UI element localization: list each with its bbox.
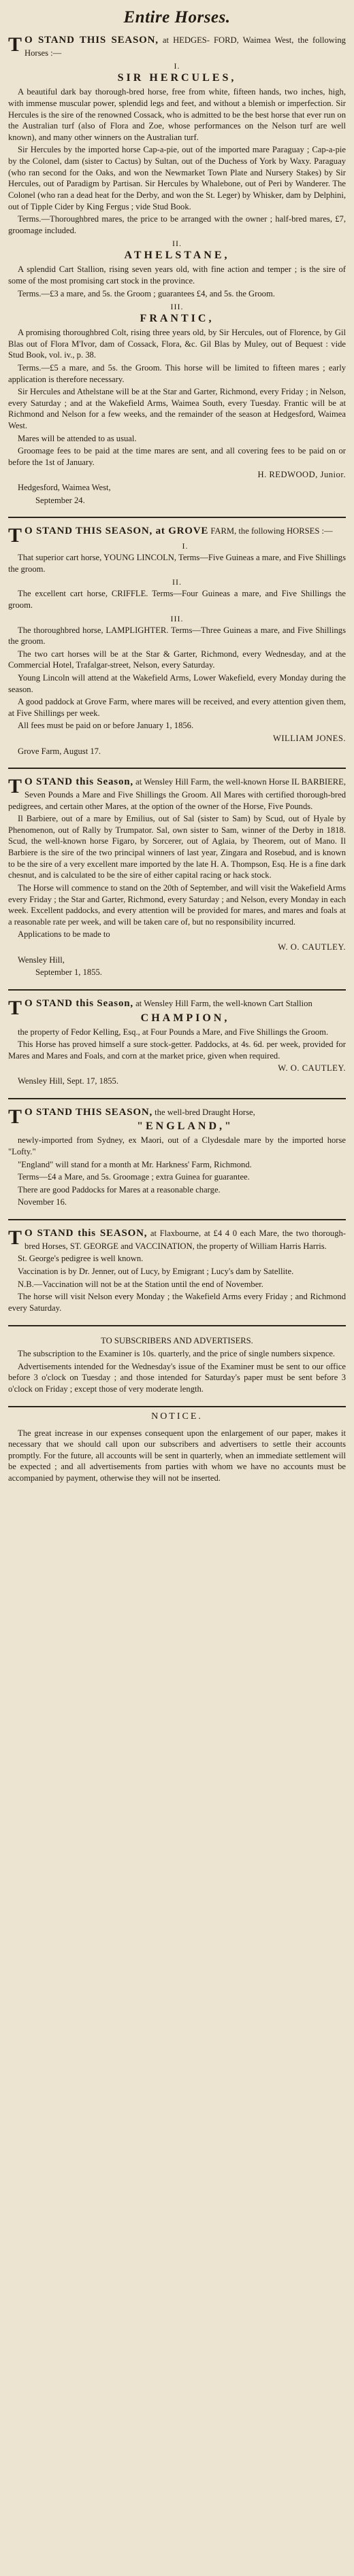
ad-lead: [8, 1227, 346, 1252]
ad-paragraph: Il Barbiere, out of a mare by Emilius, out of Sal (sister to Sam) by Scud, out of Hyale by Phenomenon, out of Rally by Trumpator. Sal, own sister to Sam, winner of the Derby in 1818. Scud, the well-known horse Figaro, by Sorcerer, out of Aglaia, by Theorem, out of Mano. Il Barbiere is the sire of the two principal winners of last year, Zingara and Rosebud, and is known to be the sire of a very excellent mare imported by the late H. A. Thompson, Esq. He is a fine dark chesnut, and is calculated to be the sire of either capital racing or hack stock.: [8, 814, 346, 880]
ad-lead: [8, 1335, 346, 1347]
ad-paragraph: Terms—£4 a Mare, and 5s. Groomage ; extra Guinea for guarantee.: [18, 1172, 250, 1182]
ad-paragraph: A beautiful dark bay thorough-bred horse, free from white, fifteen hands, two inches, high, with immense muscular power, splendid legs and feet, and without a blemish or imperfection. Sir Hercules is the sire of the renowned Cossack, who is admitted to be the best horse that ever run on the Australian turf (also of Flora and Zoe, whose performances on the Nelson turf are well known), and many other winners on the Australian turf.: [8, 87, 346, 142]
advertisement-grove: [8, 522, 346, 763]
ad-paragraph: There are good Paddocks for Mares at a reasonable charge.: [18, 1184, 221, 1195]
ad-place-date: September 1, 1855.: [35, 967, 102, 978]
ad-paragraph: St. George's pedigree is well known.: [18, 1254, 144, 1264]
ad-place-date: Grove Farm, August 17.: [18, 746, 101, 756]
ad-lead: [8, 776, 346, 812]
ad-lead-text: the well-bred Draught Horse,: [152, 1107, 255, 1117]
ad-paragraph: A splendid Cart Stallion, rising seven years old, with fine action and temper ; is the sire of some of the most promising cart stock in the province.: [8, 264, 346, 286]
ad-place-date: Wensley Hill, Sept. 17, 1855.: [18, 1076, 119, 1086]
ad-headline: O STAND THIS SEASON, at GROVE: [25, 526, 209, 537]
notice-title: NOTICE.: [151, 1411, 203, 1422]
divider: [8, 1406, 346, 1407]
ad-paragraph: All fees must be paid on or before January 1, 1856.: [18, 721, 194, 731]
ad-paragraph: Advertisements intended for the Wednesday's issue of the Examiner must be sent to our office before 3 o'clock on Tuesday ; and those intended for Saturday's paper must be sent before 3 o'clock on Friday ; except those of very moderate length.: [8, 1361, 346, 1394]
drop-cap: T: [8, 1226, 22, 1250]
ad-lead-text: at Flaxbourne, at £4 4 0 each Mare, the two thorough-bred Horses, ST. GEORGE and VACCINATION, the property of William Harris Harris.: [25, 1229, 346, 1251]
ad-paragraph: Terms.—Thoroughbred mares, the price to be arranged with the owner ; half-bred mares, £7, groomage included.: [8, 214, 346, 235]
section-numeral: I.: [174, 61, 180, 71]
horse-name: ATHELSTANE,: [124, 250, 230, 262]
ad-paragraph: A good paddock at Grove Farm, where mares will be received, and every attention given them, at Five Shillings per week.: [8, 697, 346, 718]
ad-paragraph: Terms.—£3 a mare, and 5s. the Groom ; guarantees £4, and 5s. the Groom.: [18, 288, 275, 298]
section-heading: Entire Horses.: [123, 8, 231, 27]
ad-paragraph: The two cart horses will be at the Star & Garter, Richmond, every Wednesday, and at the Commercial Hotel, Trafalgar-street, Nelson, every Saturday.: [8, 649, 346, 670]
horse-name: CHAMPION,: [140, 1012, 230, 1024]
ad-paragraph: Terms.—£5 a mare, and 5s. the Groom. This horse will be limited to fifteen mares ; early application is therefore necessary.: [8, 362, 346, 384]
notice-paragraph: The great increase in our expenses consequent upon the enlargement of our paper, makes it necessary that we should call upon our subscribers and advertisers to settle their accounts promptly. For the future, all accounts will be sent in quarterly, when an immediate settlement will be expected ; and all advertisements from parties with whom we have no accounts must be accompanied by payment, otherwise they will not be inserted.: [8, 1428, 346, 1483]
advertisement-subscribers: [8, 1330, 346, 1402]
advertisement-wensley-champion: [8, 995, 346, 1094]
ad-place-date: Wensley Hill,: [18, 955, 65, 965]
horse-name: "ENGLAND,": [137, 1120, 234, 1133]
notice-body: [8, 1425, 346, 1491]
ad-signature: WILLIAM JONES.: [272, 734, 346, 744]
ad-paragraph: The excellent cart horse, CRIFFLE. Terms—Four Guineas a mare, and Five Shillings the groom.: [8, 589, 346, 610]
divider: [8, 517, 346, 518]
ad-paragraph: Groomage fees to be paid at the time mares are sent, and all covering fees to be paid on or before the 1st of January.: [8, 446, 346, 467]
ad-paragraph: Mares will be attended to as usual.: [18, 433, 137, 443]
ad-paragraph: "England" will stand for a month at Mr. Harkness' Farm, Richmond.: [18, 1159, 252, 1169]
divider: [8, 768, 346, 769]
ad-paragraph: The thoroughbred horse, LAMPLIGHTER. Terms—Three Guineas a mare, and Five Shillings the groom.: [8, 625, 346, 647]
ad-place-date: November 16.: [18, 1197, 67, 1207]
section-numeral: II.: [172, 577, 182, 587]
ad-headline: O STAND this Season,: [25, 776, 133, 788]
advertisement-hedgesford: [8, 31, 346, 513]
advertisement-flaxbourne: [8, 1224, 346, 1320]
ad-paragraph: That superior cart horse, YOUNG LINCOLN, Terms—Five Guineas a mare, and Five Shillings the groom.: [8, 553, 346, 574]
drop-cap: T: [8, 33, 22, 56]
divider: [8, 1325, 346, 1326]
divider: [8, 1219, 346, 1220]
ad-lead: [8, 524, 346, 547]
ad-lead-text: at Wensley Hill Farm, the well-known Cart Stallion: [133, 998, 312, 1008]
ad-paragraph: A promising thoroughbred Colt, rising three years old, by Sir Hercules, out of Florence, by Gil Blas out of Flora M'Ivor, dam of Cossack, Flora, &c. Gil Blas by Muley, out of Bequest : vide Stud Book, vol. iv., p. 38.: [8, 328, 346, 360]
ad-paragraph: Sir Hercules by the imported horse Cap-a-pie, out of the imported mare Paraguay ; Cap-a-pie by the Colonel, dam (sister to Cactus) by Sultan, out of the Duchess of York by Waxy. Paraguay (who ran second for the Oaks, and won the Newmarket Town Plate and Nursery Stakes) by Sir Hercules, out of Paradigm by Partisan. Sir Hercules by Whalebone, out of Peri by Wanderer. The Colonel (who ran a dead heat for the Derby, and won the St. Leger) by Whisker, dam by Delphini, out of Tipple Cider by King Fergus ; vide Stud Book.: [8, 145, 346, 211]
advertisement-wensley-barbiere: [8, 773, 346, 985]
ad-headline: TO SUBSCRIBERS AND ADVERTISERS.: [101, 1335, 253, 1345]
ad-lead: [8, 34, 346, 58]
divider: [8, 989, 346, 991]
newspaper-column: [8, 0, 346, 1507]
section-numeral: II.: [172, 239, 182, 249]
advertisements: [8, 31, 346, 1402]
drop-cap: T: [8, 996, 22, 1019]
ad-paragraph: The horse will visit Nelson every Monday ; the Wakefield Arms every Friday ; and Richmond every Saturday.: [8, 1292, 346, 1313]
ad-signature: W. O. CAUTLEY.: [278, 1063, 346, 1074]
ad-paragraph: Vaccination is by Dr. Jenner, out of Lucy, by Emigrant ; Lucy's dam by Satellite.: [18, 1267, 294, 1277]
horse-name: FRANTIC,: [140, 313, 214, 325]
ad-headline: O STAND this Season,: [25, 997, 133, 1009]
ad-headline: O STAND this SEASON,: [25, 1228, 148, 1239]
ad-paragraph: Young Lincoln will attend at the Wakefield Arms, Lower Wakefield, every Monday during the season.: [8, 672, 346, 694]
ad-paragraph: The Horse will commence to stand on the 20th of September, and will visit the Wakefield Arms every Friday ; the Star and Garter, Richmond, every Saturday ; and Nelson, every Monday in each week. Excellent paddocks, and every attention will be provided for mares, and mares and foals at a reasonable rate per week, and will be taken care of, but no responsibility incurred.: [8, 882, 346, 927]
ad-place-date: Hedgesford, Waimea West,: [18, 483, 111, 493]
ad-headline: O STAND THIS SEASON,: [25, 35, 159, 46]
ad-paragraph: N.B.—Vaccination will not be at the Station until the end of November.: [18, 1279, 263, 1289]
ad-lead-text: at Wensley Hill Farm, the well-known Horse IL BARBIERE, Seven Pounds a Mare and Five Shillings the Groom. All Mares with certified thorough-bred pedigrees, and certain other Mares, at the option of the owner of the Horse, Five Pounds.: [8, 777, 346, 811]
notice: [8, 1411, 346, 1491]
ad-paragraph: newly-imported from Sydney, ex Maori, out of a Clydesdale mare by the imported horse "Lofty.": [8, 1135, 346, 1157]
drop-cap: T: [8, 775, 22, 798]
ad-signature: W. O. CAUTLEY.: [278, 942, 346, 952]
drop-cap: T: [8, 1105, 22, 1128]
ad-place-date: September 24.: [35, 495, 85, 505]
ad-paragraph: the property of Fedor Kelling, Esq., at Four Pounds a Mare, and Five Shillings the Groom.: [18, 1027, 329, 1037]
section-numeral: III.: [170, 302, 184, 312]
ad-lead-text: at HEDGES- FORD, Waimea West, the following Horses :—: [25, 35, 346, 58]
ad-lead-text: FARM, the following HORSES :—: [208, 526, 333, 536]
divider: [8, 1098, 346, 1099]
ad-paragraph: Sir Hercules and Athelstane will be at the Star and Garter, Richmond, every Friday ; in Nelson, every Saturday ; and at the Wakefield Arms, Waimea South, every Tuesday. Frantic will be at Richmond and Nelson for a few weeks, and the remainder of the season at Hedgesford, Waimea West.: [8, 387, 346, 431]
horse-name: SIR HERCULES,: [117, 72, 237, 84]
section-numeral: I.: [182, 541, 189, 551]
ad-headline: O STAND THIS SEASON,: [25, 1106, 153, 1118]
ad-signature: H. REDWOOD, Junior.: [257, 470, 346, 480]
ad-paragraph: The subscription to the Examiner is 10s. quarterly, and the price of single numbers sixpence.: [18, 1349, 336, 1359]
section-numeral: III.: [170, 613, 184, 623]
ad-paragraph: This Horse has proved himself a sure stock-getter. Paddocks, at 4s. 6d. per week, provided for Mares and Mares and Foals, and corn at the market price, given when required.: [8, 1040, 346, 1061]
ad-paragraph: Applications to be made to: [18, 929, 110, 940]
drop-cap: T: [8, 524, 22, 547]
advertisement-england: [8, 1103, 346, 1215]
